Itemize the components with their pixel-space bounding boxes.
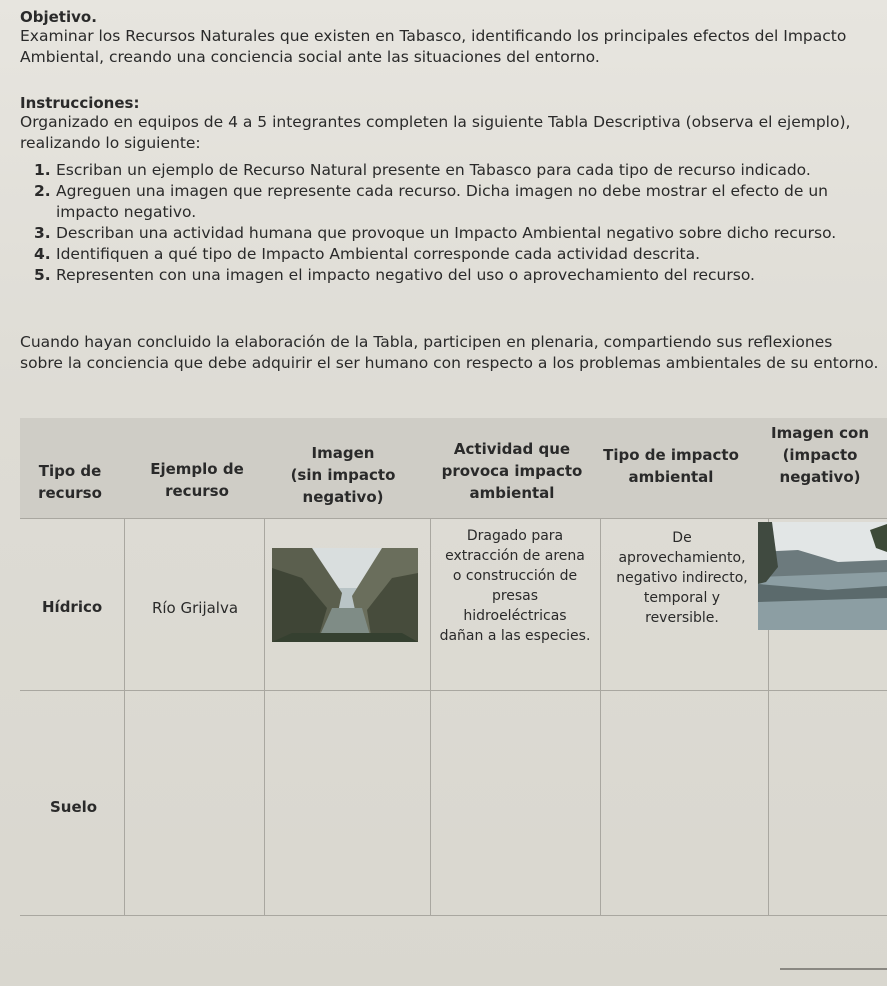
list-item: 5. Representen con una imagen el impacto negativo del uso o aprovechamiento del recurso. — [34, 266, 755, 284]
activity-cell: Dragado para extracción de arena o construcción de presas hidroeléctricas dañan a las especies. — [439, 528, 591, 644]
objective-heading: Objetivo. — [20, 8, 97, 26]
list-item: 1. Escriban un ejemplo de Recurso Natural presente en Tabasco para cada tipo de recurso indicado. — [34, 161, 811, 179]
table-divider — [20, 690, 887, 691]
descriptive-table — [20, 418, 887, 916]
col-header-image-no-impact: Imagen (sin impacto negativo) — [290, 444, 396, 506]
col-header-example: Ejemplo de recurso — [150, 460, 244, 500]
table-divider — [600, 518, 601, 916]
list-item: 3. Describan una actividad humana que provoque un Impacto Ambiental negativo sobre dicho recurso. — [34, 224, 837, 242]
table-divider — [124, 518, 125, 916]
impact-type-cell: De aprovechamiento, negativo indirecto, temporal y reversible. — [616, 530, 748, 626]
closing-paragraph: Cuando hayan concluido la elaboración de la Tabla, participen en plenaria, compartiendo sus reflexiones sobre la conciencia que debe adquirir el ser humano con respecto a los problemas ambientales de su entorno. — [20, 333, 879, 372]
instructions-heading: Instrucciones: — [20, 94, 140, 112]
canyon-river-image — [272, 548, 418, 642]
table-divider — [20, 915, 887, 916]
page-edge-line — [780, 968, 887, 970]
col-header-activity: Actividad que provoca impacto ambiental — [441, 440, 583, 502]
polluted-river-image — [758, 522, 887, 630]
table-divider — [264, 518, 265, 916]
row-label-hidrico: Hídrico — [42, 598, 103, 616]
list-item: 4. Identifiquen a qué tipo de Impacto Ambiental corresponde cada actividad descrita. — [34, 245, 701, 263]
example-cell: Río Grijalva — [151, 599, 239, 617]
list-item: 2. Agreguen una imagen que represente cada recurso. Dicha imagen no debe mostrar el efecto de un impacto negativo. — [34, 182, 828, 221]
instructions-intro: Organizado en equipos de 4 a 5 integrantes completen la siguiente Tabla Descriptiva (observa el ejemplo), realizando lo siguiente: — [20, 113, 851, 152]
col-header-impact-type: Tipo de impacto ambiental — [603, 446, 739, 486]
row-label-suelo: Suelo — [50, 798, 98, 816]
objective-text: Examinar los Recursos Naturales que existen en Tabasco, identificando los principales efectos del Impacto Ambiental, creando una conciencia social ante las situaciones del entorno. — [20, 27, 847, 66]
table-divider — [20, 518, 887, 519]
col-header-image-negative: Imagen con (impacto negativo) — [770, 424, 870, 486]
col-header-resource-type: Tipo de recurso — [38, 462, 102, 502]
instructions-list — [34, 160, 879, 286]
